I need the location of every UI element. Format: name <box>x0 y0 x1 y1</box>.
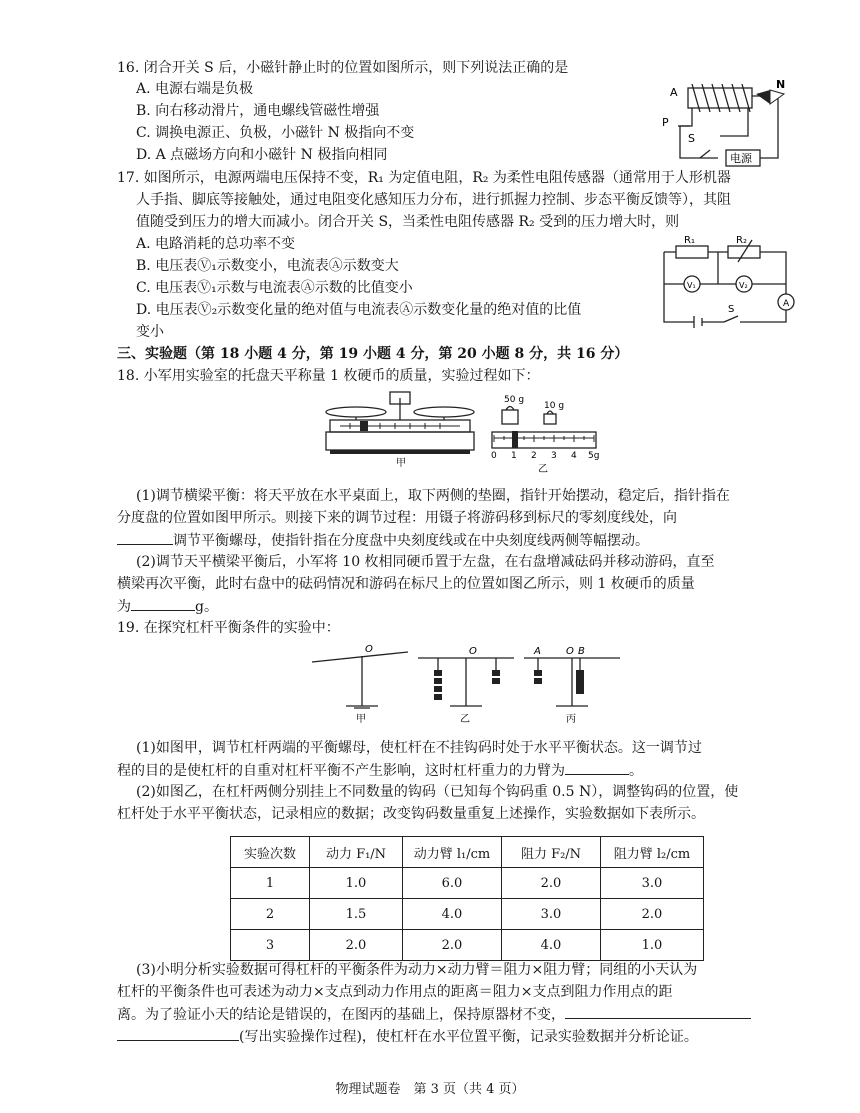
q17-label-r2: R₂ <box>736 235 747 246</box>
q19-p3-line-4 <box>117 1026 698 1047</box>
q18-stem: 18. 小军用实验室的托盘天平称量 1 枚硬币的质量，实验过程如下： <box>117 368 540 384</box>
q18-tick-1: 1 <box>511 451 517 461</box>
q19-p1-line-1: (1)如图甲，调节杠杆两端的平衡螺母，使杠杆在不挂钩码时处于水平平衡状态。这一调节过 <box>136 740 702 756</box>
q18-tick-2: 2 <box>531 451 537 461</box>
q16-solenoid-circuit-figure <box>660 76 800 172</box>
table-row <box>231 868 704 899</box>
q18-p2-line-2: 横梁再次平衡，此时右盘中的砝码情况和游码在标尺上的位置如图乙所示，则 1 枚硬币的质量 <box>117 576 695 592</box>
q17-stem-line-1: 17. 如图所示，电源两端电压保持不变，R₁ 为定值电阻，R₂ 为柔性电阻传感器（通常用于人形机器 <box>117 170 731 186</box>
table-cell: 2.0 <box>310 930 403 961</box>
q18-label-10g: 10 g <box>544 401 565 411</box>
q17-stem-line-2: 人手指、脚底等接触处，通过电阻变化感知压力分布，进行抓握力控制、步态平衡反馈等），其阻 <box>136 192 731 208</box>
table-header-cell: 动力 F₁/N <box>310 837 403 868</box>
table-cell: 3.0 <box>601 868 704 899</box>
q19-p1-line-2-end: 。 <box>629 763 643 779</box>
q17-stem-line-3: 值随受到压力的增大而减小。闭合开关 S，当柔性电阻传感器 R₂ 受到的压力增大时，则 <box>136 214 680 230</box>
q18-p1-line-3 <box>117 530 649 551</box>
q18-tick-5g: 5g <box>588 451 600 461</box>
q19-answer-blank-2a[interactable] <box>565 1004 751 1019</box>
table-cell: 1.0 <box>601 930 704 961</box>
table-cell: 2.0 <box>601 899 704 930</box>
table-cell: 2.0 <box>502 868 601 899</box>
q17-option-a: A. 电路消耗的总功率不变 <box>136 236 296 252</box>
table-header-cell: 动力臂 l₁/cm <box>403 837 502 868</box>
q17-label-ammeter: A <box>783 299 790 309</box>
q16-option-d: D. A 点磁场方向和小磁针 N 极指向相同 <box>136 147 388 163</box>
q19-answer-blank-2b[interactable] <box>117 1026 239 1041</box>
q18-p2-prefix: 为 <box>117 599 131 615</box>
q18-balance-figure-jia <box>320 390 480 470</box>
q18-tick-4: 4 <box>571 451 577 461</box>
q19-stem: 19. 在探究杠杆平衡条件的实验中： <box>117 620 340 636</box>
q16-stem: 16. 闭合开关 S 后，小磁针静止时的位置如图所示，则下列说法正确的是 <box>117 60 569 76</box>
q18-p1-line-1: (1)调节横梁平衡：将天平放在水平桌面上，取下两侧的垫圈，指针开始摆动，稳定后，指针指在 <box>136 488 730 504</box>
q19-answer-blank-1[interactable] <box>565 760 629 775</box>
table-cell: 2.0 <box>403 930 502 961</box>
table-header-cell: 阻力 F₂/N <box>502 837 601 868</box>
q18-p1-line-2: 分度盘的位置如图甲所示。则接下来的调节过程：用镊子将游码移到标尺的零刻度线处，向 <box>117 510 677 526</box>
q19-p3-line-3-text: 离。为了验证小天的结论是错误的，在图丙的基础上，保持原器材不变， <box>117 1007 565 1023</box>
q18-p2-line-1: (2)调节天平横梁平衡后，小军将 10 枚相同硬币置于左盘，在右盘增减砝码并移动游码，直至 <box>136 554 715 570</box>
q19-p3-line-1: (3)小明分析实验数据可得杠杆的平衡条件为动力×动力臂＝阻力×阻力臂；同组的小天认为 <box>136 962 698 978</box>
table-cell: 4.0 <box>403 899 502 930</box>
q17-circuit-figure <box>654 234 800 330</box>
table-cell: 1.5 <box>310 899 403 930</box>
q18-label-yi: 乙 <box>538 464 548 475</box>
table-row <box>231 899 704 930</box>
q19-p3-line-4-text: (写出实验操作过程)，使杠杆在水平位置平衡，记录实验数据并分析论证。 <box>239 1029 698 1045</box>
table-cell: 3 <box>231 930 310 961</box>
table-cell: 4.0 <box>502 930 601 961</box>
q19-lever-figures <box>310 642 630 726</box>
q17-label-s: S <box>728 304 735 315</box>
q19-p2-line-1: (2)如图乙，在杠杆两侧分别挂上不同数量的钩码（已知每个钩码重 0.5 N），调整钩码的位置，使 <box>136 784 739 800</box>
q19-p3-line-3 <box>117 1004 751 1025</box>
q16-option-a: A. 电源右端是负极 <box>136 81 254 97</box>
table-header-row <box>231 837 704 868</box>
q19-p3-line-2: 杠杆的平衡条件也可表述为动力×支点到动力作用点的距离＝阻力×支点到阻力作用点的距 <box>117 984 673 1000</box>
q18-p2-suffix: g。 <box>195 599 218 615</box>
q18-label-50g: 50 g <box>504 395 525 405</box>
q17-option-c: C. 电压表Ⓥ₁示数与电流表Ⓐ示数的比值变小 <box>136 280 413 296</box>
q16-label-n: N <box>776 78 786 91</box>
q19-label-bing: 丙 <box>566 714 576 725</box>
page-footer: 物理试题卷 第 3 页（共 4 页） <box>335 1082 525 1097</box>
table-cell: 2 <box>231 899 310 930</box>
q16-option-b: B. 向右移动滑片，通电螺线管磁性增强 <box>136 103 380 119</box>
table-header-cell: 实验次数 <box>231 837 310 868</box>
q19-label-jia: 甲 <box>356 714 366 725</box>
q18-answer-blank-1[interactable] <box>117 530 173 545</box>
table-cell: 1 <box>231 868 310 899</box>
q19-p1-line-2 <box>117 760 643 781</box>
q19-label-o-bing: O <box>566 646 574 657</box>
q19-label-a: A <box>534 646 541 657</box>
q16-label-p: P <box>662 116 669 129</box>
q19-p2-line-2: 杠杆处于水平平衡状态，记录相应的数据；改变钩码数量重复上述操作，实验数据如下表所示。 <box>117 806 705 822</box>
q16-label-a: A <box>670 86 678 99</box>
q17-option-d-cont: 变小 <box>136 324 164 340</box>
q16-label-s: S <box>688 132 695 145</box>
q17-label-v1: V₁ <box>687 281 696 290</box>
q18-p1-line-3-text: 调节平衡螺母，使指针指在分度盘中央刻度线或在中央刻度线两侧等幅摆动。 <box>173 533 649 549</box>
q19-label-o-jia: O <box>365 644 373 655</box>
q18-p2-line-3 <box>117 596 218 617</box>
q18-answer-blank-2[interactable] <box>131 596 195 611</box>
q16-label-power: 电源 <box>730 152 752 165</box>
table-cell: 1.0 <box>310 868 403 899</box>
q17-label-v2: V₂ <box>739 281 748 290</box>
q18-weights-rider-figure-yi <box>484 390 604 480</box>
table-cell: 6.0 <box>403 868 502 899</box>
q17-option-b: B. 电压表Ⓥ₁示数变小，电流表Ⓐ示数变大 <box>136 258 399 274</box>
section-3-heading: 三、实验题（第 18 小题 4 分，第 19 小题 4 分，第 20 小题 8 分，共 16 分） <box>117 346 629 362</box>
table-row <box>231 930 704 961</box>
q18-tick-3: 3 <box>551 451 557 461</box>
q19-data-table <box>230 836 704 961</box>
q18-label-jia: 甲 <box>396 458 406 469</box>
q19-label-yi: 乙 <box>460 714 470 725</box>
q17-option-d: D. 电压表Ⓥ₂示数变化量的绝对值与电流表Ⓐ示数变化量的绝对值的比值 <box>136 302 582 318</box>
q17-label-r1: R₁ <box>684 235 695 246</box>
q19-label-o-yi: O <box>469 646 477 657</box>
q19-label-b: B <box>578 646 585 657</box>
table-cell: 3.0 <box>502 899 601 930</box>
q18-tick-0: 0 <box>491 451 497 461</box>
q16-option-c: C. 调换电源正、负极，小磁针 N 极指向不变 <box>136 125 415 141</box>
q19-p1-line-2-text: 程的目的是使杠杆的自重对杠杆平衡不产生影响，这时杠杆重力的力臂为 <box>117 763 565 779</box>
table-header-cell: 阻力臂 l₂/cm <box>601 837 704 868</box>
